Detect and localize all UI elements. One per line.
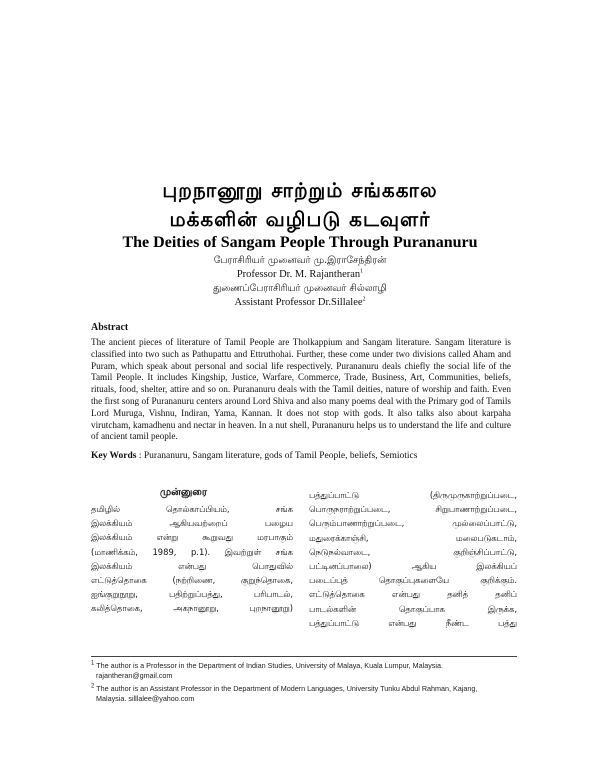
keywords-label: Key Words xyxy=(91,451,137,461)
text-line: எட்டுத்தொகை (நற்றிணை, குறுந்தொகை, xyxy=(91,575,293,586)
tamil-title-line-2: மக்களின் வழிபடு கடவுளர் xyxy=(169,207,431,231)
text-line: இலக்கியம் என்று கூறுவது மரபாகும் xyxy=(91,532,293,543)
author-1-tamil-name: பேராசிரியர் முனைவர் மு.இராசேந்திரன் xyxy=(213,255,387,266)
footnote-ref-1[interactable]: 1 xyxy=(360,268,364,275)
text-line: (மாணிக்கம், 1989, p.1). இவற்றுள் சங்க xyxy=(91,546,293,557)
text-line: பட்டினப்பாலை) ஆகிய இலக்கியப் xyxy=(309,561,517,572)
intro-right-column xyxy=(309,488,517,630)
footnote-1 xyxy=(91,661,521,680)
author-1-english-name: Professor Dr. M. Rajantheran xyxy=(236,269,361,280)
text-line: இலக்கியம் ஆகியவற்றைப் பழைய xyxy=(91,518,293,529)
author-1-tamil xyxy=(100,254,500,267)
author-2-tamil xyxy=(100,282,500,295)
text-line: பாடல்களின் தொகுப்பாக இருக்க, xyxy=(309,603,517,614)
text-line: பத்துப்பாட்டு (திருமுருகாற்றுப்படை, xyxy=(309,490,517,500)
english-title: The Deities of Sangam People Through Purananuru xyxy=(122,234,478,251)
text-line: பொருநராற்றுப்படை, சிறுபாணாற்றுப்படை, xyxy=(309,504,517,515)
abstract-body: The ancient pieces of literature of Tamil People are Tholkappium and Sangam literature. Sangam literature is classified into two such as Pathupattu and Ettruthohai. Further, these come under two divisions called Aham and Puram, which speak about personal and social life respectively. Purananuru deals chiefly the social life of the Tamil People. It includes Kingship, Justice, Warfare, Commerce, Trade, Business, Art, Communities, beliefs, rituals, food, shelter, attire and so on. Purananuru deals with the Tamil deities, nature of worship and faith. Even the first song of Purananuru centers around Lord Shiva and also many poems deal with the Primary god of Tamils Lord Muruga, Vishnu, Indiran, Yama, Kannan. It does not stop with gods. It also talks also about karpaha virutcham, kamadhenu and nectar in heaven. In a nut shell, Purananuru helps us to understand the life and culture of ancient tamil people. xyxy=(91,337,511,442)
text-line: கலித்தொகை, அகநானூறு, புறநானூறு) xyxy=(91,603,293,614)
intro-left-column xyxy=(91,502,293,616)
author-2-tamil-name: துணைப்பேராசிரியர் முனைவர் சில்லாழி xyxy=(213,283,387,294)
footnote-2 xyxy=(91,684,521,703)
keywords-line xyxy=(91,451,521,461)
footnote-2-email[interactable]: Malaysia. silllalee@yahoo.com xyxy=(96,693,195,703)
footnote-1-email[interactable]: rajantheran@gmail.com xyxy=(96,670,173,680)
text-line: பெரும்பாணாற்றுப்படை, முல்லைப்பாட்டு, xyxy=(309,518,517,529)
text-line: பத்துப்பாட்டு என்பது நீண்ட பத்து xyxy=(309,617,517,628)
text-line: படைப்புத் தொகுப்புகளையே குறிக்கும். xyxy=(309,575,517,586)
text-line: நெடுநல்வாடை, குறிஞ்சிப்பாட்டு, xyxy=(309,546,517,557)
tamil-title-line-1: புறநானூறு சாற்றும் சங்ககால xyxy=(162,178,438,202)
author-1-english xyxy=(100,268,500,281)
text-line: இலக்கியம் என்பது பொதுவில் xyxy=(91,560,293,571)
footnote-2-text: The author is an Assistant Professor in the Department of Modern Languages, University Tunku Abdul Rahman, Kajang, xyxy=(94,684,478,693)
footnote-1-text: The author is a Professor in the Department of Indian Studies, University of Malaya, Kuala Lumpur, Malaysia. xyxy=(94,661,443,670)
text-line: மதுரைக்காஞ்சி, மலைபடுகடாம், xyxy=(309,532,517,543)
footnote-divider xyxy=(91,656,517,657)
keywords-text: : Purananuru, Sangam literature, gods of Tamil People, beliefs, Semiotics xyxy=(136,451,418,461)
footnote-1-number: 1 xyxy=(91,660,95,667)
footnote-2-number: 2 xyxy=(91,683,95,690)
author-2-english xyxy=(100,296,500,309)
text-line: தமிழில் தொல்காப்பியம், சங்க xyxy=(91,504,293,514)
abstract-heading: Abstract xyxy=(91,322,129,333)
author-2-english-name: Assistant Professor Dr.Sillalee xyxy=(234,297,363,308)
intro-heading: முன்னுரை xyxy=(160,487,208,498)
text-line: எட்டுத்தொகை என்பது தனித் தனிப் xyxy=(309,589,517,600)
footnote-ref-2[interactable]: 2 xyxy=(362,296,366,303)
text-line: ஐங்குறுநூறு, பதிற்றுப்பத்து, பரிபாடல், xyxy=(91,589,293,600)
